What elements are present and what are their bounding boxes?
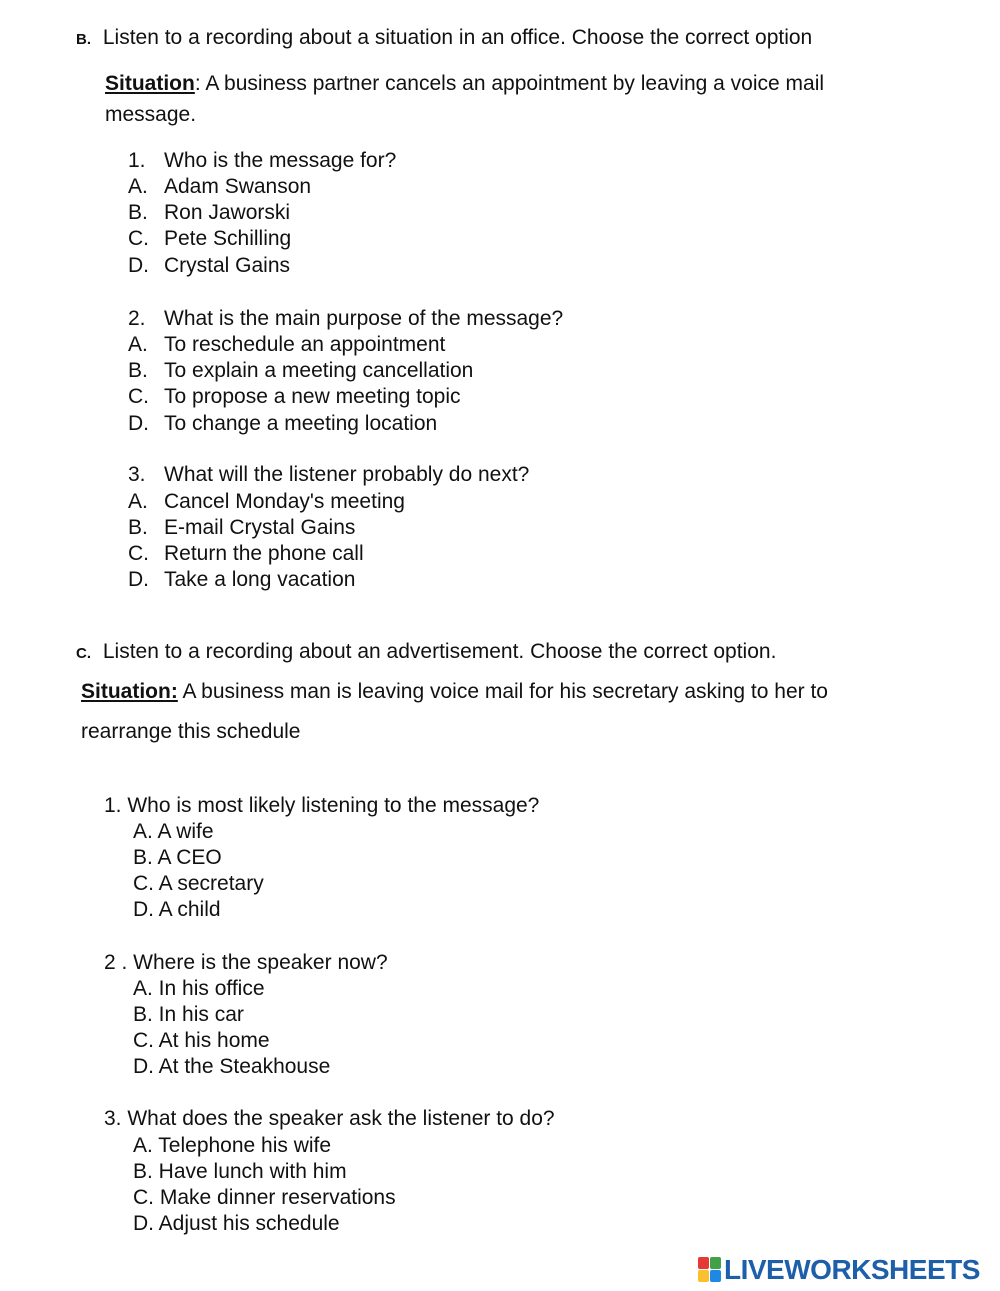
question-text: Who is the message for? [164,149,397,172]
section-letter: B. [76,31,91,48]
liveworksheets-logo [698,1253,980,1287]
option-text: Crystal Gains [164,254,291,277]
option-text: D. Adjust his schedule [133,1212,340,1235]
question-number: 3. [128,463,146,486]
option-text: A. Telephone his wife [133,1134,332,1157]
question-text: What will the listener probably do next? [164,463,530,486]
option-text: Take a long vacation [164,568,356,591]
option-text: E-mail Crystal Gains [164,516,356,539]
option-letter: A. [128,333,148,356]
question-text: 2 . Where is the speaker now? [104,951,388,974]
option-text: Return the phone call [164,542,364,565]
option-letter: A. [128,175,148,198]
question-text: What is the main purpose of the message? [164,307,564,330]
option-text: Ron Jaworski [164,201,291,224]
situation-b [105,71,824,97]
question-text: 3. What does the speaker ask the listener to do? [104,1107,555,1130]
option-letter: A. [128,490,148,513]
option-text: To change a meeting location [164,412,438,435]
option-text: To reschedule an appointment [164,333,446,356]
situation-c [81,679,828,705]
situation-c-cont: rearrange this schedule [81,720,301,743]
situation-label: Situation: [81,680,178,703]
situation-text: : A business partner cancels an appointment by leaving a voice mail [194,72,825,95]
option-text: Pete Schilling [164,227,292,250]
option-letter: C. [128,542,149,565]
option-letter: D. [128,568,149,591]
option-text: C. Make dinner reservations [133,1186,396,1209]
option-letter: D. [128,254,149,277]
situation-text: A business man is leaving voice mail for his secretary asking to her to [177,680,828,703]
question-number: 2. [128,307,146,330]
option-text: B. In his car [133,1003,244,1026]
question-text: 1. Who is most likely listening to the message? [104,794,540,817]
option-text: A. A wife [133,820,214,843]
option-text: A. In his office [133,977,265,1000]
option-letter: C. [128,227,149,250]
option-letter: B. [128,359,148,382]
situation-b-cont: message. [105,103,197,126]
section-b-header [76,25,812,53]
logo-text: LIVEWORKSHEETS [724,1254,980,1285]
option-text: D. At the Steakhouse [133,1055,331,1078]
option-text: Adam Swanson [164,175,312,198]
question-number: 1. [128,149,146,172]
option-text: To explain a meeting cancellation [164,359,474,382]
section-instruction: Listen to a recording about a situation in an office. Choose the correct option [102,26,813,49]
option-text: D. A child [133,898,221,921]
option-letter: B. [128,201,148,224]
option-letter: B. [128,516,148,539]
option-text: To propose a new meeting topic [164,385,461,408]
option-text: C. A secretary [133,872,264,895]
option-letter: D. [128,412,149,435]
option-text: B. A CEO [133,846,222,869]
section-instruction: Listen to a recording about an advertisement. Choose the correct option. [102,640,777,663]
option-letter: C. [128,385,149,408]
section-letter: C. [76,645,91,662]
section-c-header [76,639,776,667]
option-text: B. Have lunch with him [133,1160,347,1183]
option-text: Cancel Monday's meeting [164,490,405,513]
liveworksheets-mark-icon [698,1257,722,1283]
option-text: C. At his home [133,1029,270,1052]
situation-label: Situation [105,72,195,95]
